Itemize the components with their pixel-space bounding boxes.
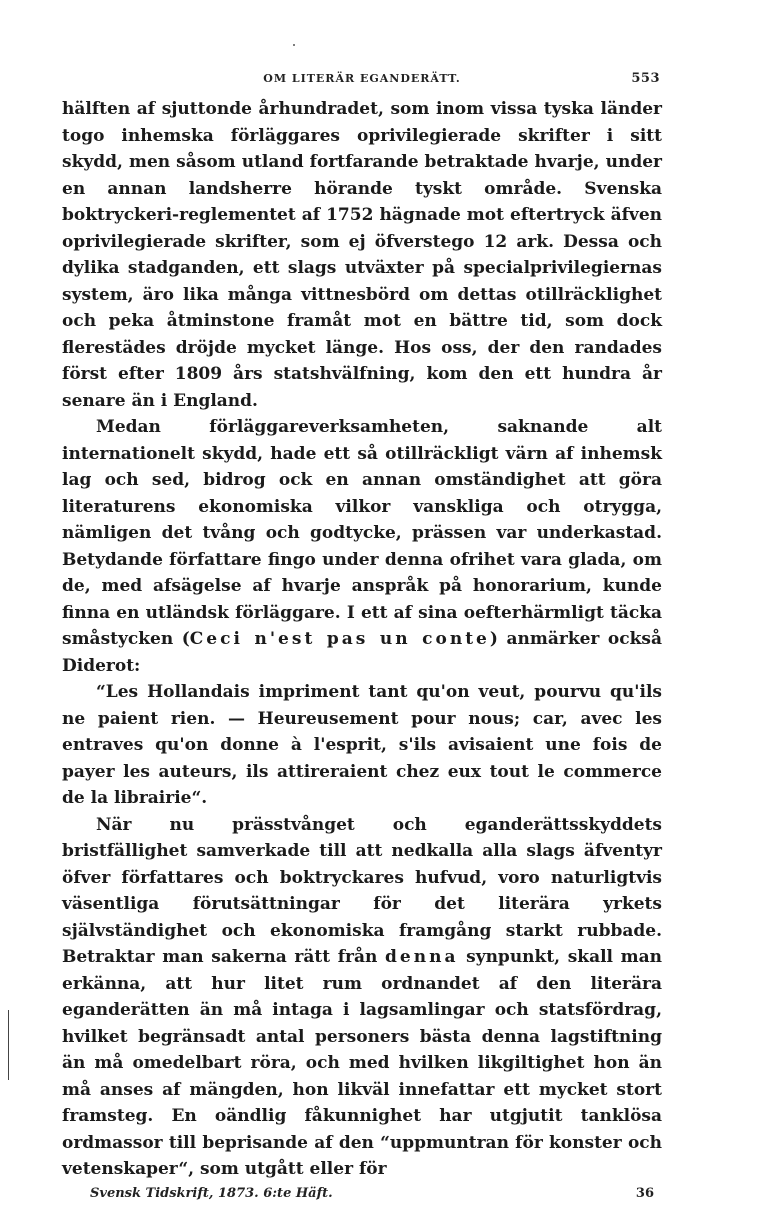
signature-mark: 36 <box>635 1185 654 1201</box>
paragraph-4 <box>62 812 662 1183</box>
signature-line <box>62 1186 662 1206</box>
running-title: OM LITERÄR EGANDERÄTT. <box>263 72 461 85</box>
paragraph-2-spaced-title: Ceci n'est pas un conte <box>189 629 490 649</box>
running-head <box>62 66 662 92</box>
paragraph-4-text-b: synpunkt, skall man erkänna, att hur litet rum ordnandet af den literära eganderätten än må intaga i lagsamlingar och statsfördrag, hvilket begränsadt antal personers bästa denna lagstiftning än må omedelbart röra, och med hvilken likgiltighet hon än må anses af mängden, hon likväl innefattar ett mycket stort framsteg. En oändlig fåkunnighet har utgjutit tanklösa ordmassor till beprisande af den “uppmuntran för konster och vetenskaper“, som utgått eller för <box>62 947 663 1179</box>
signature-left: Svensk Tidskrift, 1873. 6:te Häft. <box>90 1185 333 1201</box>
paragraph-2-text-b: ) anmärker också Diderot: <box>62 629 662 676</box>
body-text <box>62 96 662 1183</box>
paragraph-3-quote: “Les Hollandais impriment tant qu'on veut, pourvu qu'ils ne paient rien. — Heureusement pour nous; car, avec les entraves qu'on donne à l'esprit, s'ils avisaient une fois de payer les auteurs, ils attireraient chez eux tout le commerce de la librairie“. <box>62 682 662 808</box>
page-number: 553 <box>631 71 660 86</box>
paragraph-4-text-a: När nu prässtvånget och eganderättsskyddets bristfällighet samverkade till att nedkalla alla slags äfventyr öfver författares och boktryckares hufvud, voro naturligtvis väsentliga förutsättningar för det literära yrkets självständighet och ekonomiska framgång starkt rubbade. Betraktar man sakerna rätt från <box>62 814 662 967</box>
page-edge-mark <box>8 1010 9 1080</box>
paragraph-4-spaced-word: denna <box>385 947 459 967</box>
paragraph-1: hälften af sjuttonde århundradet, som inom vissa tyska länder togo inhemska förläggares oprivilegierade skrifter i sitt skydd, men såsom utland fortfarande betraktade hvarje, under en annan landsherre hörande tyskt område. Svenska boktryckeri-reglementet af 1752 hägnade mot eftertryck äfven oprivilegierade skrifter, som ej öfverstego 12 ark. Dessa och dylika stadganden, ett slags utväxter på specialprivilegiernas system, äro lika många vittnesbörd om dettas otillräcklighet och peka åtminstone framåt mot en bättre tid, som dock flerestädes dröjde mycket länge. Hos oss, der den randades först efter 1809 års statshvälfning, kom den ett hundra år senare än i England. <box>62 99 662 411</box>
paragraph-2-text-a: Medan förläggareverksamheten, saknande alt internationelt skydd, hade ett så otillräckligt värn af inhemsk lag och sed, bidrog ock en annan omständighet att göra literaturens ekonomiska vilkor vanskliga och otrygga, nämligen det tvång och godtycke, prässen var underkastad. Betydande författare fingo under denna ofrihet vara glada, om de, med afsägelse af hvarje anspråk på honorarium, kunde finna en utländsk förläggare. I ett af sina oefterhärmligt täcka småstycken ( <box>62 417 662 649</box>
scan-speck <box>293 44 295 46</box>
paragraph-2 <box>62 414 662 679</box>
book-page <box>62 66 662 1206</box>
